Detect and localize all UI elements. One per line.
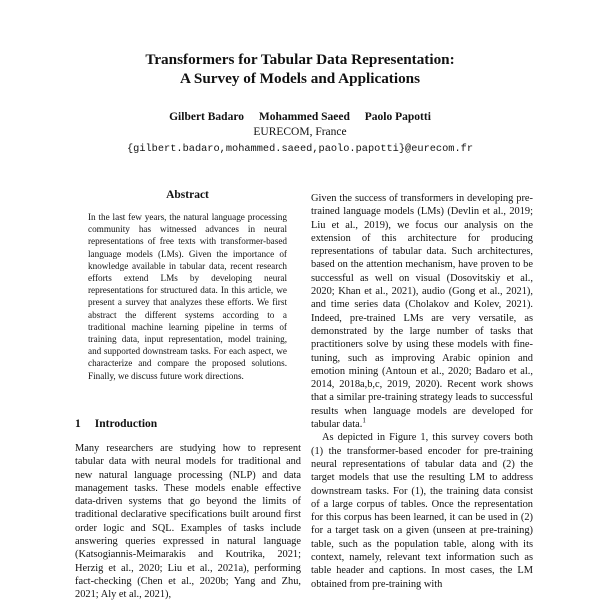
footnote-marker[interactable]: 1 xyxy=(362,416,366,425)
author-list xyxy=(0,110,600,124)
affiliation: EURECOM, France xyxy=(253,126,347,138)
section-number: 1 xyxy=(75,418,81,430)
paragraph xyxy=(311,192,533,431)
author-name: Gilbert Badaro xyxy=(169,111,244,123)
paragraph-text: Given the success of transformers in developing pre-trained language models (LMs) (Devlin et al., 2019; Liu et al., 2019), we focus our analysis on the extension of this architecture for producing representations of tabular data. Such architectures, based on the attention mechanism, have proven to be successful as well on visual (Dosovitskiy et al., 2020; Khan et al., 2021), audio (Gong et al., 2021), and time series data (Cholakov and Kolev, 2021). Indeed, pre-trained LMs are very versatile, as demonstrated by the large number of tasks that practitioners solve by using these models with fine-tuning, such as improving Arabic opinion and emotion mining (Antoun et al., 2020; Badaro et al., 2014, 2018a,b,c, 2019, 2020). Recent work shows that a similar pre-training strategy leads to successful results when language models are developed for tabular data. xyxy=(311,193,533,431)
author-name: Mohammed Saeed xyxy=(258,111,350,123)
author-emails: {gilbert.badaro,mohammed.saeed,paolo.papotti}@eurecom.fr xyxy=(126,143,474,155)
abstract-heading: Abstract xyxy=(166,189,209,201)
title-line-2: A Survey of Models and Applications xyxy=(179,70,421,87)
right-column-text xyxy=(311,192,533,591)
left-column-clip xyxy=(75,442,301,600)
right-column-clip xyxy=(311,192,533,600)
author-name: Paolo Papotti xyxy=(364,111,431,123)
paragraph: As depicted in Figure 1, this survey covers both (1) the transformer-based encoder for pre-training neural representations of tabular data and (2) the target models that use the resulting LM to address downstream tasks. For (1), the training data consist of a large corpus of tables. Once the representation for this corpus has been learned, it can be used in (2) for a target task on a given (unseen at pre-training) table, such as the population table, along with its context, namely, relevant text information such as table header and captions. In most cases, the LM obtained from pre-training with xyxy=(311,432,533,590)
abstract-text: In the last few years, the natural language processing community has witnessed advances in neural representations of free texts with transformer-based language models (LMs). Given the importance of knowledge available in tabular data, recent research efforts extend LMs by developing neural representations for structured data. In this article, we present a survey that analyzes these efforts. We first abstract the different systems according to a traditional machine learning pipeline in terms of training data, input representation, model training, and supported downstream tasks. For each aspect, we characterize and compare the proposed solutions. Finally, we discuss future work directions. xyxy=(88,212,287,381)
paper-title xyxy=(0,50,600,88)
title-line-1: Transformers for Tabular Data Representation: xyxy=(145,51,455,68)
introduction-text: Many researchers are studying how to represent tabular data with neural models for traditional and new natural language processing (NLP) and data management tasks. These models enable effective data-driven systems that go beyond the limits of traditional declarative specifications built around first order logic and SQL. Examples of tasks include answering queries expressed in natural language (Katsogiannis-Meimarakis and Koutrika, 2021; Herzig et al., 2020; Liu et al., 2021a), performing fact-checking (Chen et al., 2020b; Yang and Zhu, 2021; Aly et al., 2021), xyxy=(75,443,301,600)
section-heading-introduction xyxy=(75,417,157,431)
section-title: Introduction xyxy=(94,418,158,430)
